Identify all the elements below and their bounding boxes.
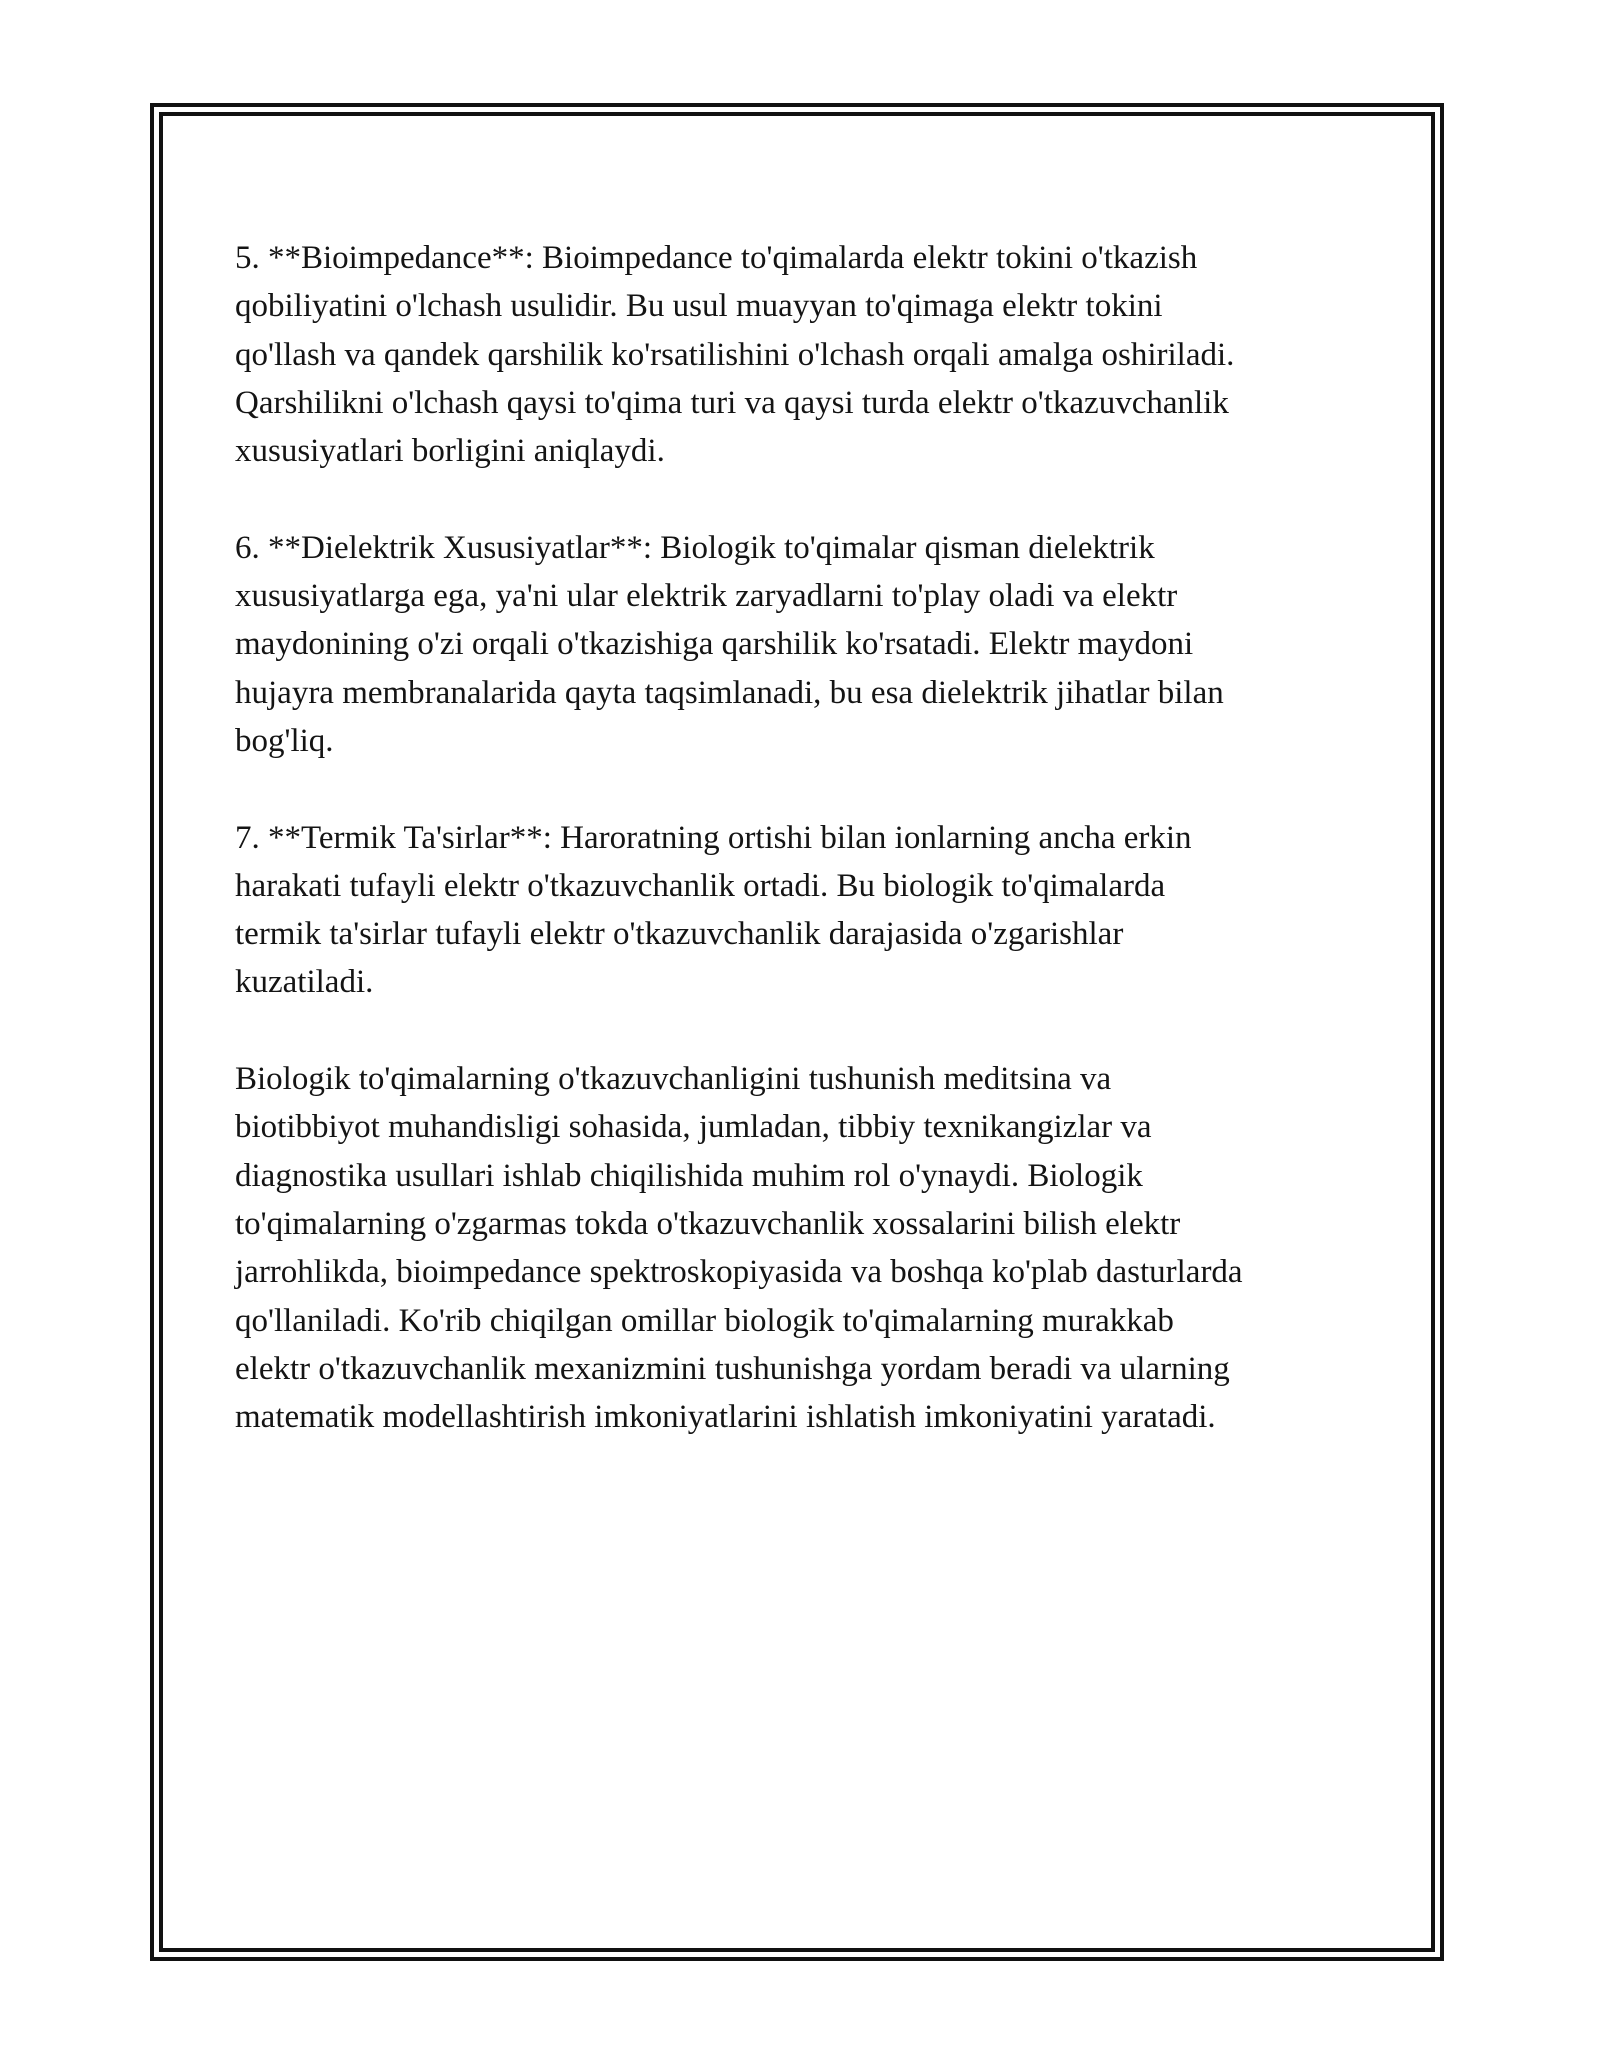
paragraph-dielectric-properties: 6. **Dielektrik Xususiyatlar**: Biologik to'qimalar qisman dielektrik xususiyatlarga ega, ya'ni ular elektrik zaryadlarni to'play oladi va elektr maydonining o'zi orqali o'tkazishiga qarshilik ko'rsatadi. Elektr maydoni hujayra membranalarida qayta taqsimlanadi, bu esa dielektrik jihatlar bilan bog'liq.	[235, 529, 1224, 759]
paragraph-conclusion: Biologik to'qimalarning o'tkazuvchanligini tushunish meditsina va biotibbiyot muhandisligi sohasida, jumladan, tibbiy texnikangizlar va diagnostika usullari ishlab chiqilishida muhim rol o'ynaydi. Biologik to'qimalarning o'zgarmas tokda o'tkazuvchanlik xossalarini bilish elektr jarrohlikda, bioimpedance spektroskopiyasida va boshqa ko'plab dasturlarda qo'llaniladi. Ko'rib chiqilgan omillar biologik to'qimalarning murakkab elektr o'tkazuvchanlik mexanizmini tushunishga yordam beradi va ularning matematik modellashtirish imkoniyatlarini ishlatish imkoniyatini yaratadi.	[235, 1061, 1243, 1436]
document-body	[235, 234, 1365, 1490]
paragraph-bioimpedance: 5. **Bioimpedance**: Bioimpedance to'qimalarda elektr tokini o'tkazish qobiliyatini o'lchash usulidir. Bu usul muayyan to'qimaga elektr tokini qo'llash va qandek qarshilik ko'rsatilishini o'lchash orqali amalga oshiriladi. Qarshilikni o'lchash qaysi to'qima turi va qaysi turda elektr o'tkazuvchanlik xususiyatlari borligini aniqlaydi.	[235, 240, 1235, 470]
paragraph-thermal-effects: 7. **Termik Ta'sirlar**: Haroratning ortishi bilan ionlarning ancha erkin harakati tufayli elektr o'tkazuvchanlik ortadi. Bu biologik to'qimalarda termik ta'sirlar tufayli elektr o'tkazuvchanlik darajasida o'zgarishlar kuzatiladi.	[235, 819, 1192, 1001]
